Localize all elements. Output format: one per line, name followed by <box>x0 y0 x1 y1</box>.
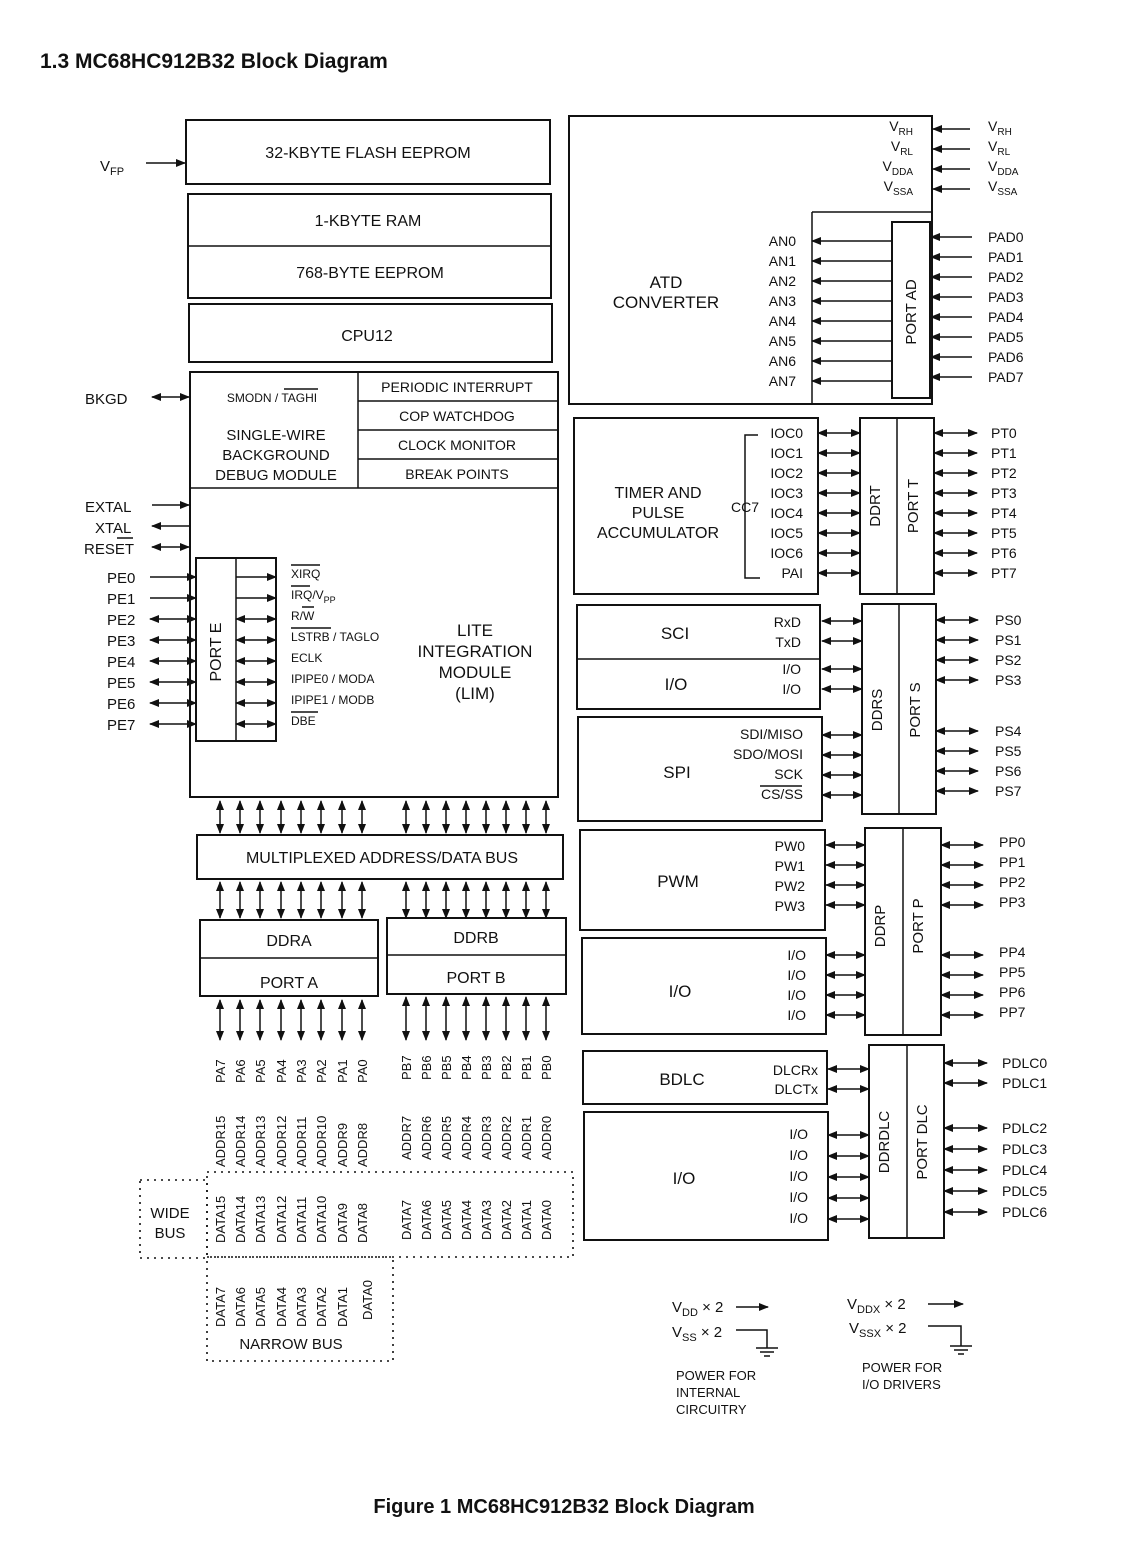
port-a-data-narrow-label: DATA2 <box>314 1287 329 1327</box>
atd-ref-pin-label: $V_{SSA}$ <box>988 178 1018 198</box>
port-dlc-pin-label: PDLC0 <box>1002 1055 1048 1071</box>
port-ad-pin-label: PAD7 <box>988 369 1024 385</box>
port-dlc-pin-label: PDLC4 <box>1002 1162 1048 1178</box>
port-dlc-pin-label: PDLC6 <box>1002 1204 1048 1220</box>
timer-signal-label: IOC6 <box>770 545 803 561</box>
ground-internal-symbol <box>756 1348 778 1356</box>
port-ad-pin-label: PAD2 <box>988 269 1024 285</box>
vdd-io-label: $V_{DDX} \times 2$ <box>847 1296 906 1316</box>
spi-signal-label: CS/SS <box>760 786 803 802</box>
ddrt-label: DDRT <box>867 485 884 527</box>
port-b-addr-label: ADDR5 <box>439 1115 454 1160</box>
port-e-pin-label: PE1 <box>107 591 136 608</box>
eeprom-label: 768-BYTE EEPROM <box>296 265 444 282</box>
port-e-label: PORT E <box>208 622 225 682</box>
bdlc-signal-label: DLCRx <box>772 1062 818 1078</box>
debug-function-label: BREAK POINTS <box>405 466 509 482</box>
pio-signal-label: I/O <box>787 1007 806 1023</box>
port-b-data-label: DATA3 <box>479 1200 494 1240</box>
port-e-pin-label: PE7 <box>107 717 136 734</box>
port-a-data-wide-label: DATA11 <box>294 1196 309 1243</box>
port-a-data-wide-label: DATA14 <box>233 1195 248 1243</box>
dio-signal-label: I/O <box>789 1168 808 1184</box>
sio-label: I/O <box>664 675 688 694</box>
debug-module-label: BACKGROUND <box>222 447 330 464</box>
vfp-pin-label: $V_{FP}$ <box>100 158 125 178</box>
port-b-data-label: DATA0 <box>539 1200 554 1240</box>
port-p-label: PORT P <box>910 898 927 954</box>
port-p-pin-label: PP5 <box>999 964 1026 980</box>
port-a-data-wide-label: DATA13 <box>253 1195 268 1243</box>
port-a-addr-label: ADDR14 <box>233 1115 248 1167</box>
port-ad-pin-label: PAD3 <box>988 289 1024 305</box>
port-b-pin-label: PB0 <box>539 1055 554 1080</box>
dio-label: I/O <box>672 1169 696 1188</box>
spi-signal-label: SDO/MOSI <box>732 746 803 762</box>
port-e-signal-label: ECLK <box>291 651 323 665</box>
port-e-pin-label: PE5 <box>107 675 136 692</box>
port-b-data-label: DATA2 <box>499 1200 514 1240</box>
cc7-label: CC7 <box>730 499 760 515</box>
port-t-pin-label: PT6 <box>991 545 1017 561</box>
port-s-label: PORT S <box>907 682 924 738</box>
atd-ref-pin-label: $V_{DDA}$ <box>988 158 1019 178</box>
vss-internal-wire <box>736 1330 767 1348</box>
port-a-addr-label: ADDR9 <box>335 1122 350 1167</box>
pwm-label: PWM <box>657 872 699 891</box>
pwm-signal-label: PW3 <box>774 898 805 914</box>
port-b-data-label: DATA4 <box>459 1200 474 1240</box>
debug-module-label: DEBUG MODULE <box>215 467 337 484</box>
timer-title-label: ACCUMULATOR <box>596 525 720 542</box>
port-e-signal-label: IRQ/$V_{PP}$ <box>291 588 336 605</box>
port-b-pin-label: PB7 <box>399 1055 414 1080</box>
atd-ref-inner-label: $V_{SSA}$ <box>883 178 913 198</box>
port-b-addr-label: ADDR3 <box>479 1115 494 1160</box>
port-ad-pin-label: PAD0 <box>988 229 1024 245</box>
port-t-label: PORT T <box>905 478 922 534</box>
timer-signal-label: IOC3 <box>770 485 803 501</box>
port-a-pin-label: PA1 <box>335 1059 350 1083</box>
pio-signal-label: I/O <box>787 947 806 963</box>
atd-title-label: ATD <box>649 273 683 292</box>
port-p-pin-label: PP7 <box>999 1004 1026 1020</box>
port-a-addr-label: ADDR11 <box>294 1116 309 1167</box>
power-internal-caption: INTERNAL <box>676 1385 741 1400</box>
port-e-pin-label: PE6 <box>107 696 136 713</box>
narrow-bus-label: NARROW BUS <box>239 1336 343 1353</box>
port-t-pin-label: PT0 <box>991 425 1017 441</box>
atd-ref-inner-label: $V_{RH}$ <box>889 118 913 138</box>
timer-title-label: PULSE <box>631 505 685 522</box>
port-t-pin-label: PT1 <box>991 445 1017 461</box>
timer-signal-label: IOC1 <box>770 445 803 461</box>
lim-label: MODULE <box>438 663 512 682</box>
sci-signal-label: TxD <box>775 634 801 650</box>
vss-io-label: $V_{SSX} \times 2$ <box>849 1320 907 1340</box>
wide-bus-label: WIDE <box>150 1205 190 1222</box>
atd-ref-inner-label: $V_{DDA}$ <box>882 158 913 178</box>
spi-signal-label: SDI/MISO <box>739 726 803 742</box>
port-a-pin-label: PA0 <box>355 1059 370 1083</box>
port-t-pin-label: PT3 <box>991 485 1017 501</box>
port-b-pin-label: PB3 <box>479 1055 494 1080</box>
timer-signal-label: IOC2 <box>770 465 803 481</box>
power-internal-caption: CIRCUITRY <box>676 1402 747 1417</box>
vss-io-wire <box>928 1326 961 1346</box>
sci-label: SCI <box>660 624 690 643</box>
port-s-pin-label: PS5 <box>995 743 1022 759</box>
port-b-data-label: DATA6 <box>419 1200 434 1240</box>
lim-label: INTEGRATION <box>417 642 533 661</box>
port-b-data-label: DATA1 <box>519 1200 534 1240</box>
lim-label: (LIM) <box>455 684 495 703</box>
port-p-pin-label: PP3 <box>999 894 1026 910</box>
pio-signal-label: I/O <box>787 987 806 1003</box>
port-b-pin-label: PB6 <box>419 1055 434 1080</box>
port-a-addr-label: ADDR10 <box>314 1115 329 1167</box>
port-a-pin-label: PA2 <box>314 1059 329 1083</box>
sio-signal-label: I/O <box>782 661 801 677</box>
atd-channel-label: AN1 <box>768 253 796 269</box>
address-data-bus-label: MULTIPLEXED ADDRESS/DATA BUS <box>245 850 519 867</box>
ddrp-label: DDRP <box>872 904 889 948</box>
power-internal-caption: POWER FOR <box>676 1368 757 1383</box>
port-e-pin-label: PE3 <box>107 633 136 650</box>
port-t-pin-label: PT4 <box>991 505 1017 521</box>
atd-channel-label: AN4 <box>768 313 796 329</box>
port-s-pin-label: PS3 <box>995 672 1022 688</box>
port-b-pin-label: PB5 <box>439 1055 454 1080</box>
smode-label: SMODN / TAGHI <box>226 391 318 405</box>
port-a-data-narrow-label: DATA0 <box>360 1280 375 1320</box>
port-a-data-narrow-label: DATA5 <box>253 1287 268 1327</box>
port-e-signal-label: IPIPE1 / MODB <box>291 693 375 707</box>
port-a-data-wide-label: DATA9 <box>335 1203 350 1243</box>
timer-title-label: TIMER AND <box>614 485 702 502</box>
atd-channel-label: AN7 <box>768 373 796 389</box>
pio-signal-label: I/O <box>787 967 806 983</box>
vdd-internal-label: $V_{DD} \times 2$ <box>672 1299 724 1319</box>
port-s-pin-label: PS1 <box>995 632 1022 648</box>
ddrb-label: DDRB <box>453 930 499 947</box>
port-e-pin-label: PE0 <box>107 570 136 587</box>
port-p-pin-label: PP1 <box>999 854 1026 870</box>
port-ad-pin-label: PAD1 <box>988 249 1024 265</box>
port-s-pin-label: PS0 <box>995 612 1022 628</box>
atd-ref-pin-label: $V_{RL}$ <box>988 138 1011 158</box>
port-a-addr-label: ADDR8 <box>355 1122 370 1167</box>
port-e-pin-label: PE2 <box>107 612 136 629</box>
port-p-pin-label: PP0 <box>999 834 1026 850</box>
xtal-pin-label: XTAL <box>95 520 132 537</box>
dio-signal-label: I/O <box>789 1147 808 1163</box>
port-ad-pin-label: PAD6 <box>988 349 1024 365</box>
ddrs-label: DDRS <box>869 688 886 732</box>
port-b-addr-label: ADDR2 <box>499 1115 514 1160</box>
atd-channel-label: AN6 <box>768 353 796 369</box>
port-dlc-pin-label: PDLC1 <box>1002 1075 1048 1091</box>
wide-bus-label: BUS <box>154 1225 186 1242</box>
timer-signal-label: PAI <box>781 565 803 581</box>
atd-ref-inner-label: $V_{RL}$ <box>890 138 913 158</box>
port-a-pin-label: PA7 <box>213 1059 228 1083</box>
port-a-label: PORT A <box>259 975 319 992</box>
extal-pin-label: EXTAL <box>85 499 132 516</box>
port-a-addr-label: ADDR15 <box>213 1115 228 1167</box>
port-b-data-label: DATA7 <box>399 1200 414 1240</box>
atd-ref-pin-label: $V_{RH}$ <box>988 118 1012 138</box>
port-e-signal-label: DBE <box>291 714 316 728</box>
ddra-label: DDRA <box>266 933 312 950</box>
debug-function-label: COP WATCHDOG <box>399 408 515 424</box>
vss-internal-label: $V_{SS} \times 2$ <box>672 1324 723 1344</box>
bkgd-pin-label: BKGD <box>85 391 128 408</box>
port-dlc-pin-label: PDLC2 <box>1002 1120 1048 1136</box>
port-b-pin-label: PB4 <box>459 1055 474 1080</box>
ram-label: 1-KBYTE RAM <box>314 213 422 230</box>
spi-signal-label: SCK <box>774 766 803 782</box>
timer-signal-label: IOC5 <box>770 525 803 541</box>
port-p-pin-label: PP4 <box>999 944 1026 960</box>
sci-signal-label: RxD <box>773 614 801 630</box>
port-b-addr-label: ADDR0 <box>539 1115 554 1160</box>
port-a-addr-label: ADDR12 <box>274 1115 289 1167</box>
ground-io-symbol <box>950 1346 972 1354</box>
port-e-signal-label: IPIPE0 / MODA <box>291 672 375 686</box>
atd-title-label: CONVERTER <box>612 293 720 312</box>
port-s-pin-label: PS2 <box>995 652 1022 668</box>
figure-caption: Figure 1 MC68HC912B32 Block Diagram <box>373 1496 755 1518</box>
debug-function-label: CLOCK MONITOR <box>398 437 516 453</box>
port-a-addr-label: ADDR13 <box>253 1115 268 1167</box>
port-a-data-narrow-label: DATA6 <box>233 1287 248 1327</box>
atd-channel-label: AN0 <box>768 233 796 249</box>
pwm-signal-label: PW1 <box>774 858 805 874</box>
dio-signal-label: I/O <box>789 1126 808 1142</box>
port-b-label: PORT B <box>446 970 506 987</box>
port-b-addr-label: ADDR1 <box>519 1115 534 1160</box>
page-title: 1.3 MC68HC912B32 Block Diagram <box>40 50 388 73</box>
debug-module-label: SINGLE-WIRE <box>226 427 326 444</box>
bdlc-signal-label: DLCTx <box>774 1081 818 1097</box>
atd-channel-label: AN5 <box>768 333 796 349</box>
dio-signal-label: I/O <box>789 1189 808 1205</box>
port-a-data-narrow-label: DATA7 <box>213 1287 228 1327</box>
port-a-data-narrow-label: DATA3 <box>294 1287 309 1327</box>
port-a-data-wide-label: DATA8 <box>355 1203 370 1243</box>
port-b-addr-label: ADDR4 <box>459 1115 474 1160</box>
spi-label: SPI <box>663 763 691 782</box>
port-e-pin-label: PE4 <box>107 654 136 671</box>
debug-function-label: PERIODIC INTERRUPT <box>381 379 533 395</box>
port-a-pin-label: PA5 <box>253 1059 268 1083</box>
power-io-caption: POWER FOR <box>862 1360 943 1375</box>
port-t-pin-label: PT2 <box>991 465 1017 481</box>
pio-label: I/O <box>668 982 692 1001</box>
port-dlc-pin-label: PDLC3 <box>1002 1141 1048 1157</box>
port-dlc-pin-label: PDLC5 <box>1002 1183 1048 1199</box>
port-s-pin-label: PS4 <box>995 723 1022 739</box>
atd-channel-label: AN3 <box>768 293 796 309</box>
port-dlc-label: PORT DLC <box>914 1104 931 1180</box>
port-b-pin-label: PB2 <box>499 1055 514 1080</box>
lim-label: LITE <box>457 621 493 640</box>
power-io-caption: I/O DRIVERS <box>862 1377 941 1392</box>
port-a-pin-label: PA3 <box>294 1059 309 1083</box>
port-a-pin-label: PA6 <box>233 1059 248 1083</box>
port-p-pin-label: PP6 <box>999 984 1026 1000</box>
port-e-signal-label: R/W <box>291 609 315 623</box>
reset-pin-label: RESET <box>84 541 135 558</box>
dio-signal-label: I/O <box>789 1210 808 1226</box>
timer-signal-label: IOC0 <box>770 425 803 441</box>
sio-signal-label: I/O <box>782 681 801 697</box>
port-s-pin-label: PS7 <box>995 783 1022 799</box>
port-ad-pin-label: PAD5 <box>988 329 1024 345</box>
port-a-data-wide-label: DATA15 <box>213 1195 228 1243</box>
atd-channel-label: AN2 <box>768 273 796 289</box>
port-a-data-narrow-label: DATA4 <box>274 1287 289 1327</box>
port-b-addr-label: ADDR7 <box>399 1115 414 1160</box>
port-t-pin-label: PT5 <box>991 525 1017 541</box>
port-a-data-narrow-label: DATA1 <box>335 1287 350 1327</box>
port-e-signal-label: LSTRB / TAGLO <box>291 630 380 644</box>
flash-eeprom-label: 32-KBYTE FLASH EEPROM <box>265 145 471 162</box>
port-ad-label: PORT AD <box>903 279 920 345</box>
port-t-pin-label: PT7 <box>991 565 1017 581</box>
cpu12-label: CPU12 <box>341 328 393 345</box>
port-b-pin-label: PB1 <box>519 1055 534 1080</box>
port-p-pin-label: PP2 <box>999 874 1026 890</box>
bdlc-label: BDLC <box>659 1070 705 1089</box>
port-a-data-wide-label: DATA12 <box>274 1195 289 1243</box>
port-a-data-wide-label: DATA10 <box>314 1195 329 1243</box>
pwm-signal-label: PW2 <box>774 878 805 894</box>
port-e-signal-label: XIRQ <box>291 567 321 581</box>
port-ad-pin-label: PAD4 <box>988 309 1024 325</box>
port-b-data-label: DATA5 <box>439 1200 454 1240</box>
ddrdlc-label: DDRDLC <box>876 1110 893 1174</box>
port-a-pin-label: PA4 <box>274 1059 289 1083</box>
port-s-pin-label: PS6 <box>995 763 1022 779</box>
pwm-signal-label: PW0 <box>774 838 805 854</box>
port-b-addr-label: ADDR6 <box>419 1115 434 1160</box>
timer-signal-label: IOC4 <box>770 505 803 521</box>
